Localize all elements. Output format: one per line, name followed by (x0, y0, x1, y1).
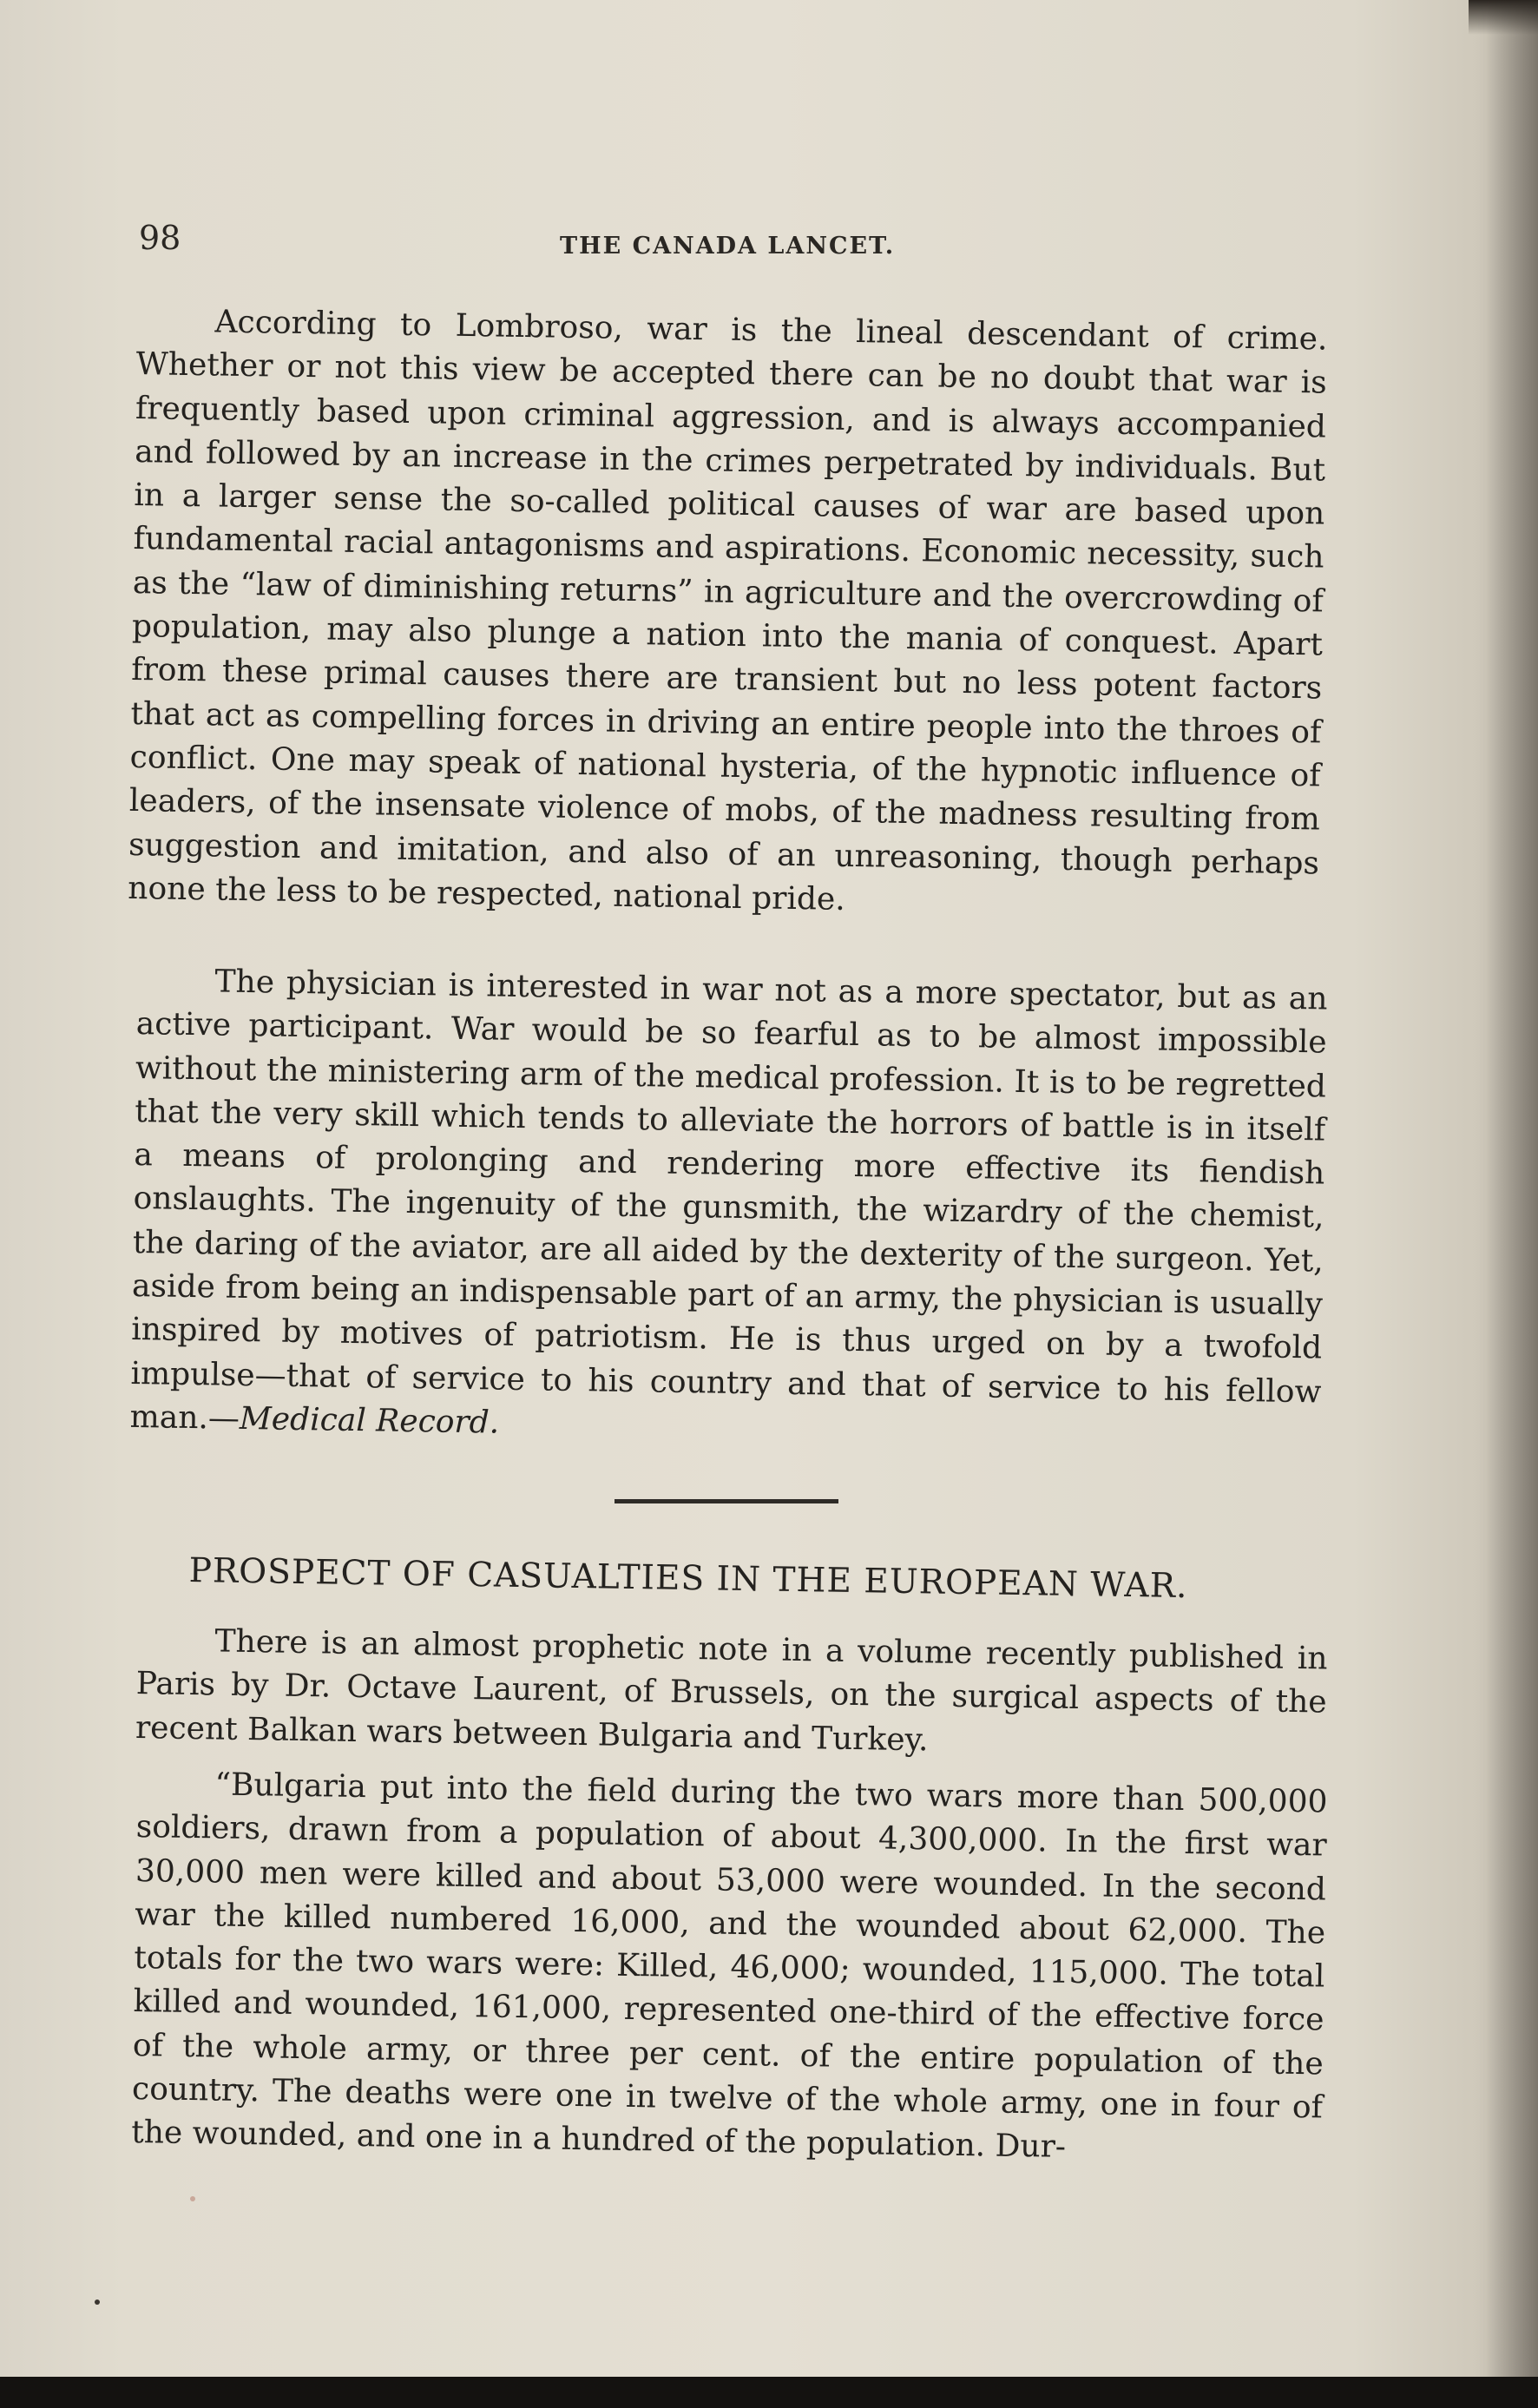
running-head: THE CANADA LANCET. (560, 233, 896, 260)
page-bottom-edge (0, 2377, 1538, 2408)
paragraph-body: The physician is interested in war not as a more spectator, but as an active participant. War would be so fearful as to be almost impossible without the ministering arm of the medical profession. It is to be regretted that the very skill which tends to alleviate the horrors of battle is in itself a means of prolonging and rendering more effective its fiendish onslaughts. The ingenuity of the gunsmith, the wizardry of the chemist, the daring of the aviator, are all aided by the dexterity of the surgeon. Yet, aside from being an indispensable part of an army, the physician is usually inspired by motives of patriotism. He is thus urged on by a twofold impulse—that of service to his country and that of service to his fellow man.— (129, 964, 1328, 1437)
article-heading: PROSPECT OF CASUALTIES IN THE EUROPEAN WAR. (188, 1551, 1188, 1607)
paragraph-text: According to Lombroso, war is the lineal descendant of crime. Whether or not this view be accepted there can be no doubt that war is frequently based upon criminal aggression, and is always accompanied and followed by an increase in the crimes perpetrated by individuals. But in a larger sense the so-called political causes of war are based upon fundamental racial antagonisms and aspirations. Economic necessity, such as the “law of diminishing returns” in agriculture and the overcrowding of population, may also plunge a nation into the mania of conquest. Apart from these primal causes there are transient but no less potent factors that act as compelling forces in driving an entire people into the throes of conflict. One may speak of national hysteria, of the hypnotic influence of leaders, of the insensate violence of mobs, of the madness resulting from suggestion and imitation, and also of an unreasoning, though perhaps none the less to be respected, national pride. (128, 304, 1328, 918)
paragraph-text: “Bulgaria put into the field during the two wars more than 500,000 soldiers, drawn from a population of about 4,300,000. In the first war 30,000 men were killed and about 53,000 were wounded. In the second war the killed numbered 16,000, and the wounded about 62,000. The totals for the two wars were: Killed, 46,000; wounded, 115,000. The total killed and wounded, 161,000, represented one-third of the effective force of the whole army, or three per cent. of the entire population of the country. The deaths were one in twelve of the whole army, one in four of the wounded, and one in a hundred of the population. Dur- (130, 1767, 1328, 2166)
source-citation: Medical Record. (239, 1400, 500, 1441)
page-number: 98 (139, 219, 181, 257)
paragraph-text: There is an almost prophetic note in a volume recently published in Paris by Dr. Octave Laurent, of Brussels, on the surgical aspects of the recent Balkan wars between Bulgaria and Turkey. (135, 1623, 1328, 1758)
